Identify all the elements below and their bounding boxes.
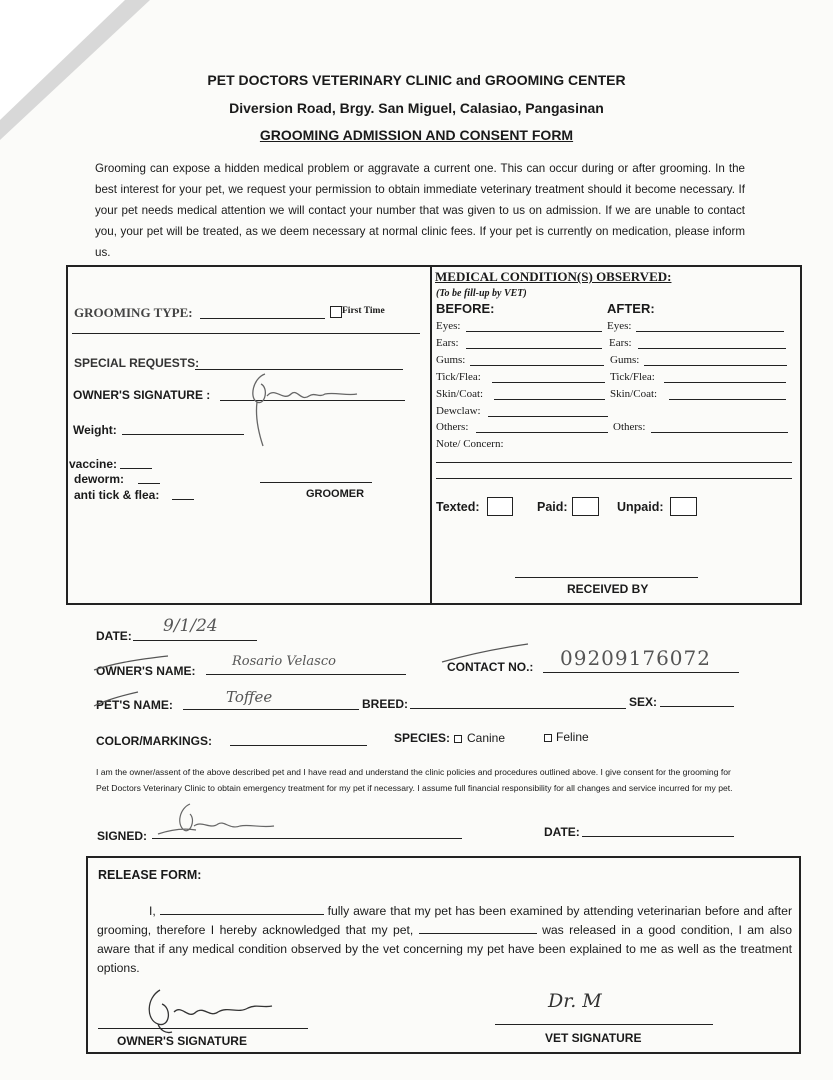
owner-signature-scribble-top bbox=[235, 368, 365, 453]
date-value: 9/1/24 bbox=[163, 616, 218, 636]
species-label: SPECIES: bbox=[394, 731, 451, 745]
consent-paragraph: I am the owner/assent of the above described pet and I have read and understand the clinic policies and procedures outlined above. I give consent for the grooming for Pet Doctors Veterinary Clinic to obtain emergency treatment for my pet if necessary. I assume full financial responsibility for all changes and service incurred for my pet. bbox=[96, 767, 733, 793]
canine-checkbox[interactable] bbox=[454, 735, 462, 743]
release-pet-name-field[interactable] bbox=[419, 922, 537, 934]
owner-name-value: Rosario Velasco bbox=[232, 654, 336, 669]
note-label: Note/ Concern: bbox=[436, 438, 504, 450]
date-label: DATE: bbox=[96, 629, 132, 643]
release-text-body: fully aware that my pet has been examined by attending veterinarian before and after grooming, therefore I hereby acknowledged that my pet, bbox=[97, 904, 792, 937]
weight-label: Weight: bbox=[73, 423, 117, 437]
vet-signature-scribble: Dr. M bbox=[548, 990, 602, 1012]
release-owner-signature-field[interactable] bbox=[98, 1028, 308, 1029]
before-skincoat-field[interactable] bbox=[494, 399, 605, 400]
consent-date-label: DATE: bbox=[544, 825, 580, 839]
dewclaw-label: Dewclaw: bbox=[436, 405, 481, 417]
form-title: GROOMING ADMISSION AND CONSENT FORM bbox=[259, 127, 574, 143]
contact-value: 09209176072 bbox=[560, 646, 711, 670]
after-others-label: Others: bbox=[613, 421, 646, 433]
contact-label: CONTACT NO.: bbox=[447, 660, 534, 674]
medical-title: MEDICAL CONDITION(S) OBSERVED: bbox=[435, 269, 672, 284]
pet-name-label: PET'S NAME: bbox=[96, 698, 173, 712]
owner-name-field[interactable] bbox=[206, 674, 406, 675]
note-line-2[interactable] bbox=[436, 478, 792, 479]
deworm-label: deworm: bbox=[74, 472, 125, 486]
before-ears-field[interactable] bbox=[466, 348, 602, 349]
sex-field[interactable] bbox=[660, 706, 734, 707]
after-skincoat-label: Skin/Coat: bbox=[610, 388, 658, 400]
texted-checkbox[interactable] bbox=[487, 497, 513, 516]
canine-label: Canine bbox=[467, 731, 506, 745]
unpaid-checkbox[interactable] bbox=[670, 497, 697, 516]
received-by-label: RECEIVED BY bbox=[567, 582, 649, 596]
after-ears-field[interactable] bbox=[638, 348, 786, 349]
pet-name-strike-mark bbox=[92, 688, 142, 708]
grooming-type-field[interactable] bbox=[200, 318, 325, 319]
first-time-label: First Time bbox=[342, 306, 385, 316]
clinic-address: Diversion Road, Brgy. San Miguel, Calasiao, Pangasinan bbox=[229, 100, 604, 116]
deworm-field[interactable] bbox=[138, 483, 160, 484]
dewclaw-field[interactable] bbox=[488, 416, 608, 417]
release-text-end: was released in a good condition, I am also aware that if any medical condition observed by the vet concerning my pet have been explained to me as well as the treatment options. bbox=[97, 923, 792, 975]
clinic-name: PET DOCTORS VETERINARY CLINIC and GROOMING CENTER bbox=[207, 72, 626, 88]
after-skincoat-field[interactable] bbox=[669, 399, 786, 400]
owner-name-strike-mark bbox=[92, 654, 172, 674]
breed-field[interactable] bbox=[410, 708, 626, 709]
before-skincoat-label: Skin/Coat: bbox=[436, 388, 484, 400]
release-owner-signature-label: OWNER'S SIGNATURE bbox=[117, 1034, 247, 1048]
contact-field[interactable] bbox=[543, 672, 739, 673]
before-tickflea-label: Tick/Flea: bbox=[436, 371, 481, 383]
first-time-checkbox[interactable] bbox=[330, 306, 342, 318]
sex-label: SEX: bbox=[629, 695, 658, 709]
contact-strike-mark bbox=[440, 642, 530, 664]
after-gums-label: Gums: bbox=[610, 354, 640, 366]
release-owner-signature-scribble bbox=[138, 984, 278, 1039]
feline-label: Feline bbox=[556, 730, 589, 744]
after-others-field[interactable] bbox=[651, 432, 788, 433]
weight-field[interactable] bbox=[122, 434, 244, 435]
paid-checkbox[interactable] bbox=[572, 497, 599, 516]
release-paragraph bbox=[97, 902, 792, 978]
before-gums-field[interactable] bbox=[470, 365, 604, 366]
grooming-type-label: GROOMING TYPE: bbox=[74, 305, 193, 320]
color-label: COLOR/MARKINGS: bbox=[96, 734, 212, 748]
date-field[interactable] bbox=[133, 640, 257, 641]
antitick-field[interactable] bbox=[172, 499, 194, 500]
medical-subtitle: (To be fill-up by VET) bbox=[436, 288, 527, 299]
unpaid-label: Unpaid: bbox=[617, 500, 664, 514]
vet-signature-field[interactable] bbox=[495, 1024, 713, 1025]
consent-date-field[interactable] bbox=[582, 836, 734, 837]
color-field[interactable] bbox=[230, 745, 367, 746]
before-tickflea-field[interactable] bbox=[492, 382, 605, 383]
before-gums-label: Gums: bbox=[436, 354, 466, 366]
note-line-1[interactable] bbox=[436, 462, 792, 463]
feline-checkbox[interactable] bbox=[544, 734, 552, 742]
paid-label: Paid: bbox=[537, 500, 568, 514]
texted-label: Texted: bbox=[436, 500, 480, 514]
intro-paragraph: Grooming can expose a hidden medical problem or aggravate a current one. This can occur during or after grooming. In the best interest for your pet, we request your permission to obtain immediate veterinary treatment should it become necessary. If your pet needs medical attention we will contact your number that was given to us on admission. If we are unable to contact you, your pet will be treated, as we deem necessary at normal clinic fees. If your pet is currently on medication, please inform us. bbox=[95, 162, 745, 259]
after-eyes-label: Eyes: bbox=[607, 320, 632, 332]
groomer-signature-field[interactable] bbox=[260, 482, 372, 483]
before-eyes-field[interactable] bbox=[466, 331, 602, 332]
release-title: RELEASE FORM: bbox=[98, 868, 202, 882]
vaccine-label: vaccine: bbox=[69, 457, 118, 471]
signed-label: SIGNED: bbox=[97, 829, 148, 843]
after-gums-field[interactable] bbox=[644, 365, 787, 366]
owner-signature-label: OWNER'S SIGNATURE : bbox=[73, 388, 211, 402]
box-divider bbox=[430, 265, 432, 603]
before-others-field[interactable] bbox=[476, 432, 608, 433]
release-text-i: I, bbox=[149, 904, 156, 918]
after-label: AFTER: bbox=[607, 301, 655, 316]
grooming-type-line-2[interactable] bbox=[72, 333, 420, 334]
vet-signature-label: VET SIGNATURE bbox=[545, 1031, 642, 1045]
before-label: BEFORE: bbox=[436, 301, 495, 316]
after-tickflea-field[interactable] bbox=[664, 382, 786, 383]
after-tickflea-label: Tick/Flea: bbox=[610, 371, 655, 383]
after-ears-label: Ears: bbox=[609, 337, 632, 349]
before-ears-label: Ears: bbox=[436, 337, 459, 349]
received-by-field[interactable] bbox=[515, 577, 698, 578]
special-requests-label: SPECIAL REQUESTS: bbox=[74, 356, 200, 370]
vaccine-field[interactable] bbox=[120, 468, 152, 469]
groomer-label: GROOMER bbox=[306, 488, 365, 500]
before-others-label: Others: bbox=[436, 421, 469, 433]
after-eyes-field[interactable] bbox=[636, 331, 784, 332]
pet-name-value: Toffee bbox=[226, 688, 273, 706]
antitick-label: anti tick & flea: bbox=[74, 488, 160, 502]
consent-signature-scribble bbox=[150, 800, 290, 845]
pet-name-field[interactable] bbox=[183, 709, 359, 710]
release-owner-name-field[interactable] bbox=[160, 903, 324, 915]
owner-name-label: OWNER'S NAME: bbox=[96, 664, 196, 678]
before-eyes-label: Eyes: bbox=[436, 320, 461, 332]
breed-label: BREED: bbox=[362, 697, 409, 711]
